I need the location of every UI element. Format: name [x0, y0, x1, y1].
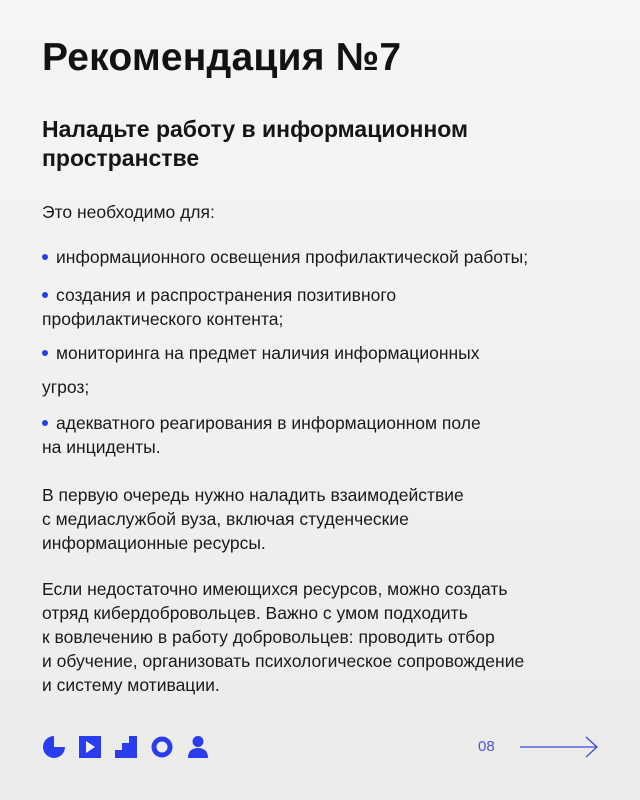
intro-text: Это необходимо для: — [42, 202, 215, 222]
bullet-dot-icon — [42, 350, 48, 356]
arrow-right-icon[interactable] — [520, 735, 600, 759]
bullet-dot-icon — [42, 420, 48, 426]
bullet-text: создания и распространения позитивного — [56, 285, 397, 305]
paragraph-line: информационные ресурсы. — [42, 533, 266, 553]
bullet-dot-icon — [42, 292, 48, 298]
paragraph-line: Если недостаточно имеющихся ресурсов, можно создать — [42, 579, 508, 599]
play-icon — [79, 736, 101, 758]
steps-icon — [115, 736, 137, 758]
bullet-text-continued: на инциденты. — [42, 437, 161, 457]
bullet-item — [42, 245, 528, 269]
bullet-item — [42, 341, 479, 365]
pie-icon — [43, 736, 65, 758]
bullet-dot-icon — [42, 254, 48, 260]
paragraph-line: и обучение, организовать психологическое сопровождение — [42, 651, 525, 671]
bullet-text-continued: профилактического контента; — [42, 309, 284, 329]
footer-icons — [43, 736, 223, 758]
bullet-text: информационного освещения профилактической работы; — [56, 247, 529, 267]
paragraph-line: В первую очередь нужно наладить взаимодействие — [42, 485, 464, 505]
bullet-text: адекватного реагирования в информационном поле — [56, 413, 481, 433]
subtitle: Наладьте работу в информационном пространстве — [42, 116, 469, 171]
paragraph-line: и систему мотивации. — [42, 675, 220, 695]
paragraph-line: отряд кибердобровольцев. Важно с умом подходить — [42, 603, 468, 623]
ring-icon — [151, 736, 173, 758]
bullet-item — [42, 283, 396, 307]
bullet-item — [42, 411, 481, 435]
paragraph-line: к вовлечению в работу добровольцев: проводить отбор — [42, 627, 495, 647]
page-title: Рекомендация №7 — [42, 36, 402, 79]
paragraph-line: с медиаслужбой вуза, включая студенческие — [42, 509, 409, 529]
bullet-text: мониторинга на предмет наличия информационных — [56, 343, 480, 363]
page-number: 08 — [478, 738, 495, 755]
person-icon — [187, 736, 209, 758]
bullet-text-continued: угроз; — [42, 377, 90, 397]
